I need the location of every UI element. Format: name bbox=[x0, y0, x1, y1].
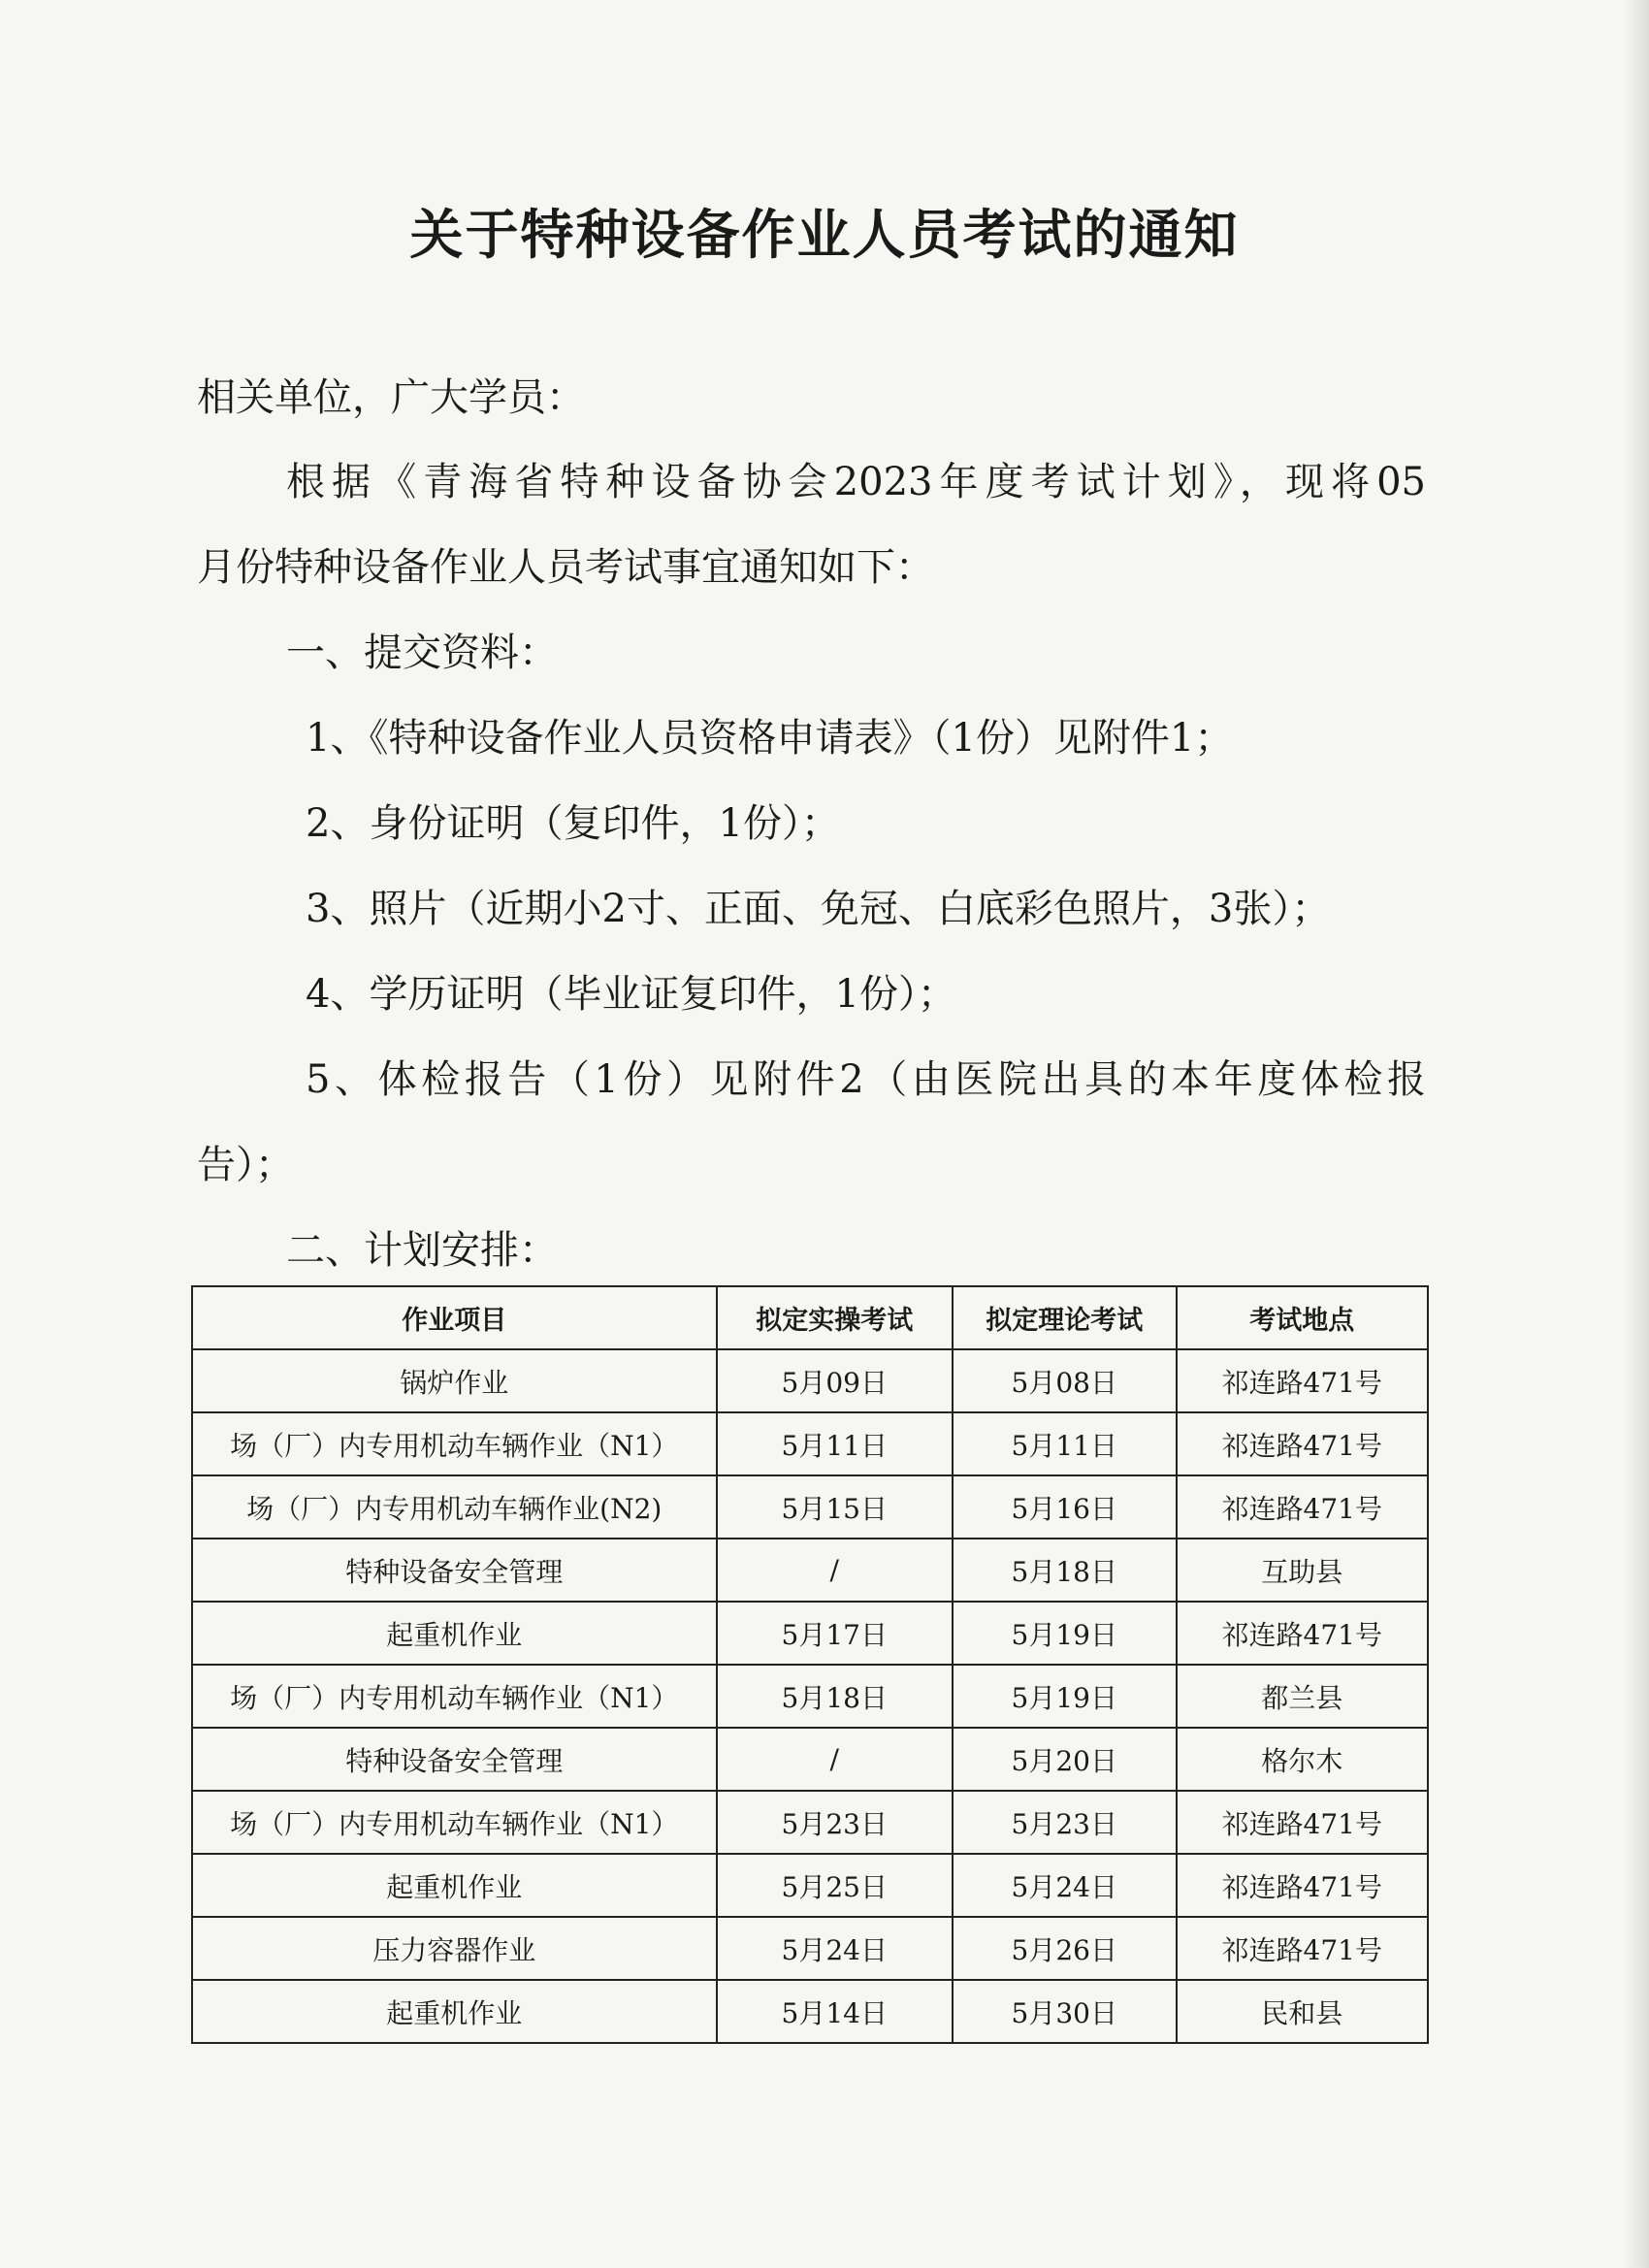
cell-job-item: 锅炉作业 bbox=[192, 1349, 717, 1412]
materials-item: 4、学历证明（毕业证复印件，1份）； bbox=[306, 972, 956, 1017]
intro-paragraph-line-1: 根据《青海省特种设备协会2023年度考试计划》，现将05 bbox=[286, 460, 1426, 504]
cell-job-item: 场（厂）内专用机动车辆作业（N1） bbox=[192, 1791, 717, 1854]
cell-practical-date: / bbox=[717, 1728, 953, 1791]
cell-location: 祁连路471号 bbox=[1177, 1349, 1428, 1412]
cell-location: 互助县 bbox=[1177, 1539, 1428, 1602]
cell-practical-date: 5月25日 bbox=[717, 1854, 953, 1917]
cell-theory-date: 5月30日 bbox=[953, 1980, 1177, 2043]
header-exam-location: 考试地点 bbox=[1177, 1286, 1428, 1349]
cell-location: 祁连路471号 bbox=[1177, 1791, 1428, 1854]
cell-theory-date: 5月20日 bbox=[953, 1728, 1177, 1791]
cell-job-item: 起重机作业 bbox=[192, 1854, 717, 1917]
cell-location: 祁连路471号 bbox=[1177, 1917, 1428, 1980]
table-row bbox=[192, 1854, 1428, 1917]
table-header-row bbox=[192, 1286, 1428, 1349]
materials-item: 2、身份证明（复印件，1份）； bbox=[306, 801, 840, 846]
cell-location: 民和县 bbox=[1177, 1980, 1428, 2043]
table-row bbox=[192, 1412, 1428, 1475]
cell-practical-date: 5月18日 bbox=[717, 1665, 953, 1728]
cell-location: 格尔木 bbox=[1177, 1728, 1428, 1791]
table-row bbox=[192, 1475, 1428, 1539]
cell-job-item: 特种设备安全管理 bbox=[192, 1728, 717, 1791]
header-job-item: 作业项目 bbox=[192, 1286, 717, 1349]
table-row bbox=[192, 1539, 1428, 1602]
cell-practical-date: 5月14日 bbox=[717, 1980, 953, 2043]
cell-location: 祁连路471号 bbox=[1177, 1475, 1428, 1539]
table-row bbox=[192, 1602, 1428, 1665]
cell-job-item: 压力容器作业 bbox=[192, 1917, 717, 1980]
cell-practical-date: 5月09日 bbox=[717, 1349, 953, 1412]
greeting: 相关单位，广大学员： bbox=[197, 375, 585, 420]
scan-edge bbox=[1622, 0, 1649, 2268]
cell-theory-date: 5月18日 bbox=[953, 1539, 1177, 1602]
cell-location: 祁连路471号 bbox=[1177, 1412, 1428, 1475]
table-row bbox=[192, 1665, 1428, 1728]
table-row bbox=[192, 1980, 1428, 2043]
table-row bbox=[192, 1349, 1428, 1412]
cell-practical-date: 5月11日 bbox=[717, 1412, 953, 1475]
materials-item: 1、《特种设备作业人员资格申请表》（1份）见附件1； bbox=[306, 716, 1234, 761]
cell-practical-date: 5月23日 bbox=[717, 1791, 953, 1854]
header-practical-exam: 拟定实操考试 bbox=[717, 1286, 953, 1349]
schedule-table-body bbox=[192, 1349, 1428, 2043]
cell-theory-date: 5月26日 bbox=[953, 1917, 1177, 1980]
cell-theory-date: 5月16日 bbox=[953, 1475, 1177, 1539]
materials-item: 3、照片（近期小2寸、正面、免冠、白底彩色照片，3张）； bbox=[306, 887, 1331, 931]
table-row bbox=[192, 1791, 1428, 1854]
cell-job-item: 起重机作业 bbox=[192, 1602, 717, 1665]
cell-location: 祁连路471号 bbox=[1177, 1854, 1428, 1917]
cell-theory-date: 5月23日 bbox=[953, 1791, 1177, 1854]
section-heading-materials: 一、提交资料： bbox=[286, 631, 558, 675]
cell-location: 祁连路471号 bbox=[1177, 1602, 1428, 1665]
section-heading-schedule: 二、计划安排： bbox=[286, 1228, 558, 1273]
cell-practical-date: / bbox=[717, 1539, 953, 1602]
cell-theory-date: 5月08日 bbox=[953, 1349, 1177, 1412]
cell-theory-date: 5月11日 bbox=[953, 1412, 1177, 1475]
header-theory-exam: 拟定理论考试 bbox=[953, 1286, 1177, 1349]
cell-location: 都兰县 bbox=[1177, 1665, 1428, 1728]
table-row bbox=[192, 1917, 1428, 1980]
cell-theory-date: 5月19日 bbox=[953, 1665, 1177, 1728]
materials-item-5-line-1: 5、体检报告（1份）见附件2（由医院出具的本年度体检报 bbox=[306, 1057, 1426, 1102]
cell-theory-date: 5月19日 bbox=[953, 1602, 1177, 1665]
materials-item-5-line-2: 告）； bbox=[197, 1143, 294, 1187]
cell-practical-date: 5月24日 bbox=[717, 1917, 953, 1980]
cell-job-item: 场（厂）内专用机动车辆作业(N2) bbox=[192, 1475, 717, 1539]
cell-theory-date: 5月24日 bbox=[953, 1854, 1177, 1917]
cell-job-item: 场（厂）内专用机动车辆作业（N1） bbox=[192, 1665, 717, 1728]
cell-job-item: 场（厂）内专用机动车辆作业（N1） bbox=[192, 1412, 717, 1475]
table-row bbox=[192, 1728, 1428, 1791]
cell-practical-date: 5月17日 bbox=[717, 1602, 953, 1665]
cell-job-item: 特种设备安全管理 bbox=[192, 1539, 717, 1602]
cell-job-item: 起重机作业 bbox=[192, 1980, 717, 2043]
schedule-table bbox=[191, 1285, 1429, 2044]
intro-paragraph-line-2: 月份特种设备作业人员考试事宜通知如下： bbox=[197, 545, 934, 590]
cell-practical-date: 5月15日 bbox=[717, 1475, 953, 1539]
document-title: 关于特种设备作业人员考试的通知 bbox=[409, 204, 1240, 266]
